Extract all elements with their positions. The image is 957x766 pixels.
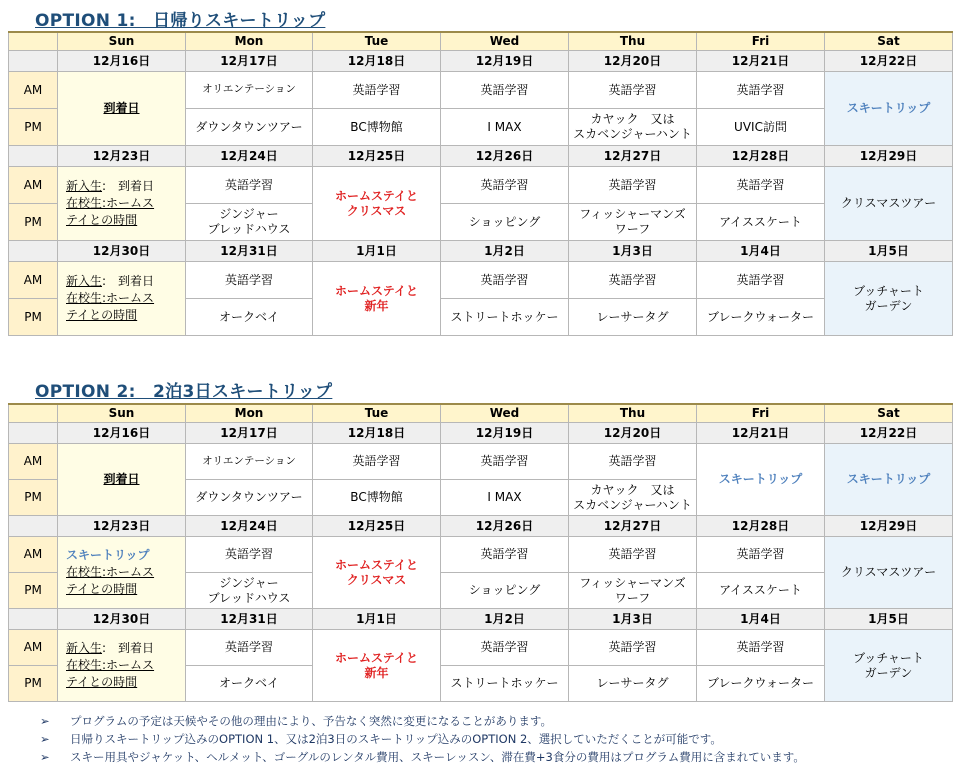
activity-cell: 英語学習: [186, 537, 313, 573]
activity-cell: BC博物館: [313, 480, 441, 516]
date-cell: 12月29日: [825, 516, 953, 537]
holiday-line: ホームステイと: [335, 557, 418, 572]
current-student-text: :ホームス: [102, 196, 155, 210]
date-cell: 12月21日: [697, 51, 825, 72]
holiday-cell: [313, 167, 441, 241]
corner-cell: [9, 32, 58, 51]
option1-schedule-table: [8, 31, 953, 336]
date-cell: 12月19日: [441, 51, 569, 72]
activity-line: ジンジャー: [219, 207, 279, 221]
date-cell: 12月24日: [186, 146, 313, 167]
date-cell: 12月29日: [825, 146, 953, 167]
current-student-text: :ホームス: [102, 291, 155, 305]
holiday-cell: [313, 537, 441, 609]
activity-line: フィッシャーマンズ: [579, 207, 686, 221]
activity-cell: 英語学習: [569, 537, 697, 573]
day-header-row: [9, 404, 953, 423]
holiday-cell: [313, 630, 441, 702]
activity-line: ワーフ: [614, 590, 651, 605]
holiday-line: クリスマス: [346, 572, 407, 587]
date-cell: 12月24日: [186, 516, 313, 537]
date-cell: 12月18日: [313, 51, 441, 72]
am-label: AM: [9, 167, 58, 204]
new-student-text: : 到着日: [102, 274, 155, 288]
activity-cell: アイススケート: [697, 204, 825, 241]
date-cell: 12月25日: [313, 146, 441, 167]
activity-cell: 英語学習: [569, 262, 697, 299]
new-student-label: 新入生: [66, 641, 103, 655]
activity-cell: [569, 573, 697, 609]
date-cell: 12月21日: [697, 423, 825, 444]
ski-trip-text: スキートリップ: [66, 548, 150, 562]
date-cell: 12月30日: [58, 609, 186, 630]
activity-cell: オークベイ: [186, 666, 313, 702]
current-student-text: :ホームス: [102, 565, 155, 579]
day-fri: Fri: [697, 404, 825, 423]
sunday-note-cell: [58, 167, 186, 241]
activity-cell: 英語学習: [313, 444, 441, 480]
activity-cell: [825, 630, 953, 702]
activity-cell: I MAX: [441, 109, 569, 146]
activity-line: ジンジャー: [219, 575, 279, 590]
homestay-time-text: テイとの時間: [66, 308, 138, 322]
note-text: プログラムの予定は天候やその他の理由により、予告なく突然に変更になることがあります。: [70, 714, 552, 728]
activity-cell: 英語学習: [697, 167, 825, 204]
day-header-row: [9, 32, 953, 51]
am-row: [9, 537, 953, 573]
activity-line: スカベンジャーハント: [573, 497, 692, 512]
date-row: [9, 609, 953, 630]
activity-line: ブレッドハウス: [207, 590, 291, 605]
holiday-line: 新年: [364, 665, 389, 680]
activity-cell: 英語学習: [569, 630, 697, 666]
option2-schedule-table: [8, 403, 953, 702]
activity-cell: ダウンタウンツアー: [186, 109, 313, 146]
sunday-note-cell: [58, 262, 186, 336]
date-cell: 12月28日: [697, 516, 825, 537]
day-mon: Mon: [186, 32, 313, 51]
activity-cell: UVIC訪問: [697, 109, 825, 146]
activity-line: ブッチャート: [853, 650, 924, 665]
activity-cell: [569, 204, 697, 241]
pm-label: PM: [9, 666, 58, 702]
date-cell: 1月5日: [825, 609, 953, 630]
pm-label: PM: [9, 204, 58, 241]
note-text: スキー用具やジャケット、ヘルメット、ゴーグルのレンタル費用、スキーレッスン、滞在費+3食分の費用はプログラム費用に含まれています。: [70, 750, 805, 764]
pm-label: PM: [9, 573, 58, 609]
date-cell: 12月23日: [58, 516, 186, 537]
activity-cell: 英語学習: [441, 72, 569, 109]
activity-cell: ストリートホッケー: [441, 299, 569, 336]
activity-line: ブレッドハウス: [207, 222, 291, 236]
pm-label: PM: [9, 299, 58, 336]
activity-cell: クリスマスツアー: [825, 167, 953, 241]
activity-cell: ストリートホッケー: [441, 666, 569, 702]
holiday-line: ホームステイと: [335, 188, 418, 203]
date-cell: 12月16日: [58, 423, 186, 444]
am-label: AM: [9, 444, 58, 480]
date-cell: 1月2日: [441, 241, 569, 262]
note-item: [40, 730, 805, 748]
activity-cell: クリスマスツアー: [825, 537, 953, 609]
date-cell: 12月31日: [186, 241, 313, 262]
date-cell: 1月3日: [569, 241, 697, 262]
day-sun: Sun: [58, 404, 186, 423]
note-item: [40, 712, 805, 730]
am-label: AM: [9, 262, 58, 299]
activity-cell: 英語学習: [569, 167, 697, 204]
date-row: [9, 51, 953, 72]
new-student-label: 新入生: [66, 274, 103, 288]
pm-label: PM: [9, 109, 58, 146]
am-row: [9, 167, 953, 204]
date-cell: 12月30日: [58, 241, 186, 262]
option2-title: OPTION 2: 2泊3日スキートリップ: [35, 382, 333, 402]
activity-line: フィッシャーマンズ: [579, 575, 686, 590]
activity-cell: [569, 480, 697, 516]
date-row: [9, 241, 953, 262]
activity-cell: [825, 262, 953, 336]
sunday-note-cell: [58, 537, 186, 609]
homestay-time-text: テイとの時間: [66, 582, 138, 596]
activity-line: ガーデン: [864, 298, 913, 313]
sunday-note-cell: [58, 630, 186, 702]
am-label: AM: [9, 537, 58, 573]
activity-cell: ブレークウォーター: [697, 299, 825, 336]
activity-cell: 英語学習: [313, 72, 441, 109]
date-cell: 1月3日: [569, 609, 697, 630]
day-thu: Thu: [569, 32, 697, 51]
date-cell: 12月16日: [58, 51, 186, 72]
day-tue: Tue: [313, 32, 441, 51]
current-student-label: 在校生: [66, 196, 103, 210]
activity-cell: 英語学習: [441, 167, 569, 204]
activity-cell: [569, 109, 697, 146]
homestay-time-text: テイとの時間: [66, 213, 138, 227]
corner-cell: [9, 404, 58, 423]
date-cell: 1月1日: [313, 241, 441, 262]
date-cell: 12月20日: [569, 51, 697, 72]
day-wed: Wed: [441, 404, 569, 423]
arrival-day-cell: 到着日: [58, 444, 186, 516]
day-mon: Mon: [186, 404, 313, 423]
activity-line: スカベンジャーハント: [573, 127, 692, 141]
activity-cell: オリエンテーション: [186, 72, 313, 109]
ski-trip-cell: スキートリップ: [825, 72, 953, 146]
ski-trip-cell: スキートリップ: [825, 444, 953, 516]
day-sat: Sat: [825, 32, 953, 51]
arrow-bullet-icon: ➢: [40, 732, 50, 746]
date-cell: 12月19日: [441, 423, 569, 444]
pm-label: PM: [9, 480, 58, 516]
holiday-line: 新年: [364, 298, 389, 313]
activity-cell: 英語学習: [186, 630, 313, 666]
date-cell: 12月31日: [186, 609, 313, 630]
arrow-bullet-icon: ➢: [40, 714, 50, 728]
date-cell: 12月22日: [825, 51, 953, 72]
activity-cell: オークベイ: [186, 299, 313, 336]
activity-line: ブッチャート: [853, 283, 924, 298]
day-wed: Wed: [441, 32, 569, 51]
day-fri: Fri: [697, 32, 825, 51]
activity-cell: 英語学習: [441, 630, 569, 666]
activity-cell: アイススケート: [697, 573, 825, 609]
date-cell: 12月18日: [313, 423, 441, 444]
arrival-day-cell: 到着日: [58, 72, 186, 146]
ski-trip-cell: スキートリップ: [697, 444, 825, 516]
holiday-line: ホームステイと: [335, 650, 418, 665]
date-cell: 12月27日: [569, 146, 697, 167]
activity-cell: 英語学習: [697, 262, 825, 299]
date-row: [9, 423, 953, 444]
activity-cell: ショッピング: [441, 204, 569, 241]
am-row: [9, 630, 953, 666]
am-row: [9, 262, 953, 299]
new-student-text: : 到着日: [102, 179, 155, 193]
date-row: [9, 146, 953, 167]
homestay-time-text: テイとの時間: [66, 675, 138, 689]
current-student-label: 在校生: [66, 658, 103, 672]
activity-cell: オリエンテーション: [186, 444, 313, 480]
activity-cell: [186, 204, 313, 241]
holiday-cell: [313, 262, 441, 336]
activity-line: ワーフ: [614, 222, 651, 236]
am-label: AM: [9, 72, 58, 109]
date-cell: 12月25日: [313, 516, 441, 537]
date-cell: 12月20日: [569, 423, 697, 444]
day-sun: Sun: [58, 32, 186, 51]
activity-cell: 英語学習: [697, 537, 825, 573]
date-row: [9, 516, 953, 537]
arrow-bullet-icon: ➢: [40, 750, 50, 764]
activity-line: カヤック 又は: [590, 112, 675, 126]
date-cell: 12月17日: [186, 423, 313, 444]
day-tue: Tue: [313, 404, 441, 423]
am-label: AM: [9, 630, 58, 666]
activity-cell: BC博物館: [313, 109, 441, 146]
am-row: [9, 72, 953, 109]
holiday-line: ホームステイと: [335, 283, 418, 298]
option1-title: OPTION 1: 日帰りスキートリップ: [35, 11, 326, 31]
date-cell: 12月22日: [825, 423, 953, 444]
activity-cell: 英語学習: [569, 444, 697, 480]
date-cell: 12月27日: [569, 516, 697, 537]
activity-line: ガーデン: [864, 665, 913, 680]
activity-cell: 英語学習: [569, 72, 697, 109]
date-cell: 1月2日: [441, 609, 569, 630]
day-sat: Sat: [825, 404, 953, 423]
activity-cell: 英語学習: [697, 72, 825, 109]
date-cell: 12月28日: [697, 146, 825, 167]
activity-cell: 英語学習: [186, 167, 313, 204]
current-student-text: :ホームス: [102, 658, 155, 672]
date-cell: 12月26日: [441, 146, 569, 167]
day-thu: Thu: [569, 404, 697, 423]
activity-cell: ダウンタウンツアー: [186, 480, 313, 516]
note-item: [40, 748, 805, 766]
activity-cell: 英語学習: [441, 444, 569, 480]
date-cell: 12月17日: [186, 51, 313, 72]
date-cell: 1月1日: [313, 609, 441, 630]
current-student-label: 在校生: [66, 565, 103, 579]
date-cell: 1月5日: [825, 241, 953, 262]
new-student-label: 新入生: [66, 179, 103, 193]
new-student-text: : 到着日: [102, 641, 155, 655]
holiday-line: クリスマス: [346, 203, 407, 218]
activity-cell: 英語学習: [186, 262, 313, 299]
activity-cell: [186, 573, 313, 609]
activity-cell: ブレークウォーター: [697, 666, 825, 702]
date-cell: 1月4日: [697, 609, 825, 630]
notes-list: [40, 712, 805, 766]
note-text: 日帰りスキートリップ込みのOPTION 1、又は2泊3日のスキートリップ込みのOPTION 2、選択していただくことが可能です。: [70, 732, 722, 746]
activity-line: カヤック 又は: [590, 482, 675, 497]
activity-cell: レーサータグ: [569, 666, 697, 702]
date-cell: 12月23日: [58, 146, 186, 167]
date-cell: 12月26日: [441, 516, 569, 537]
activity-cell: ショッピング: [441, 573, 569, 609]
current-student-label: 在校生: [66, 291, 103, 305]
activity-cell: 英語学習: [441, 537, 569, 573]
activity-cell: I MAX: [441, 480, 569, 516]
activity-cell: 英語学習: [697, 630, 825, 666]
am-row: [9, 444, 953, 480]
date-cell: 1月4日: [697, 241, 825, 262]
activity-cell: 英語学習: [441, 262, 569, 299]
activity-cell: レーサータグ: [569, 299, 697, 336]
